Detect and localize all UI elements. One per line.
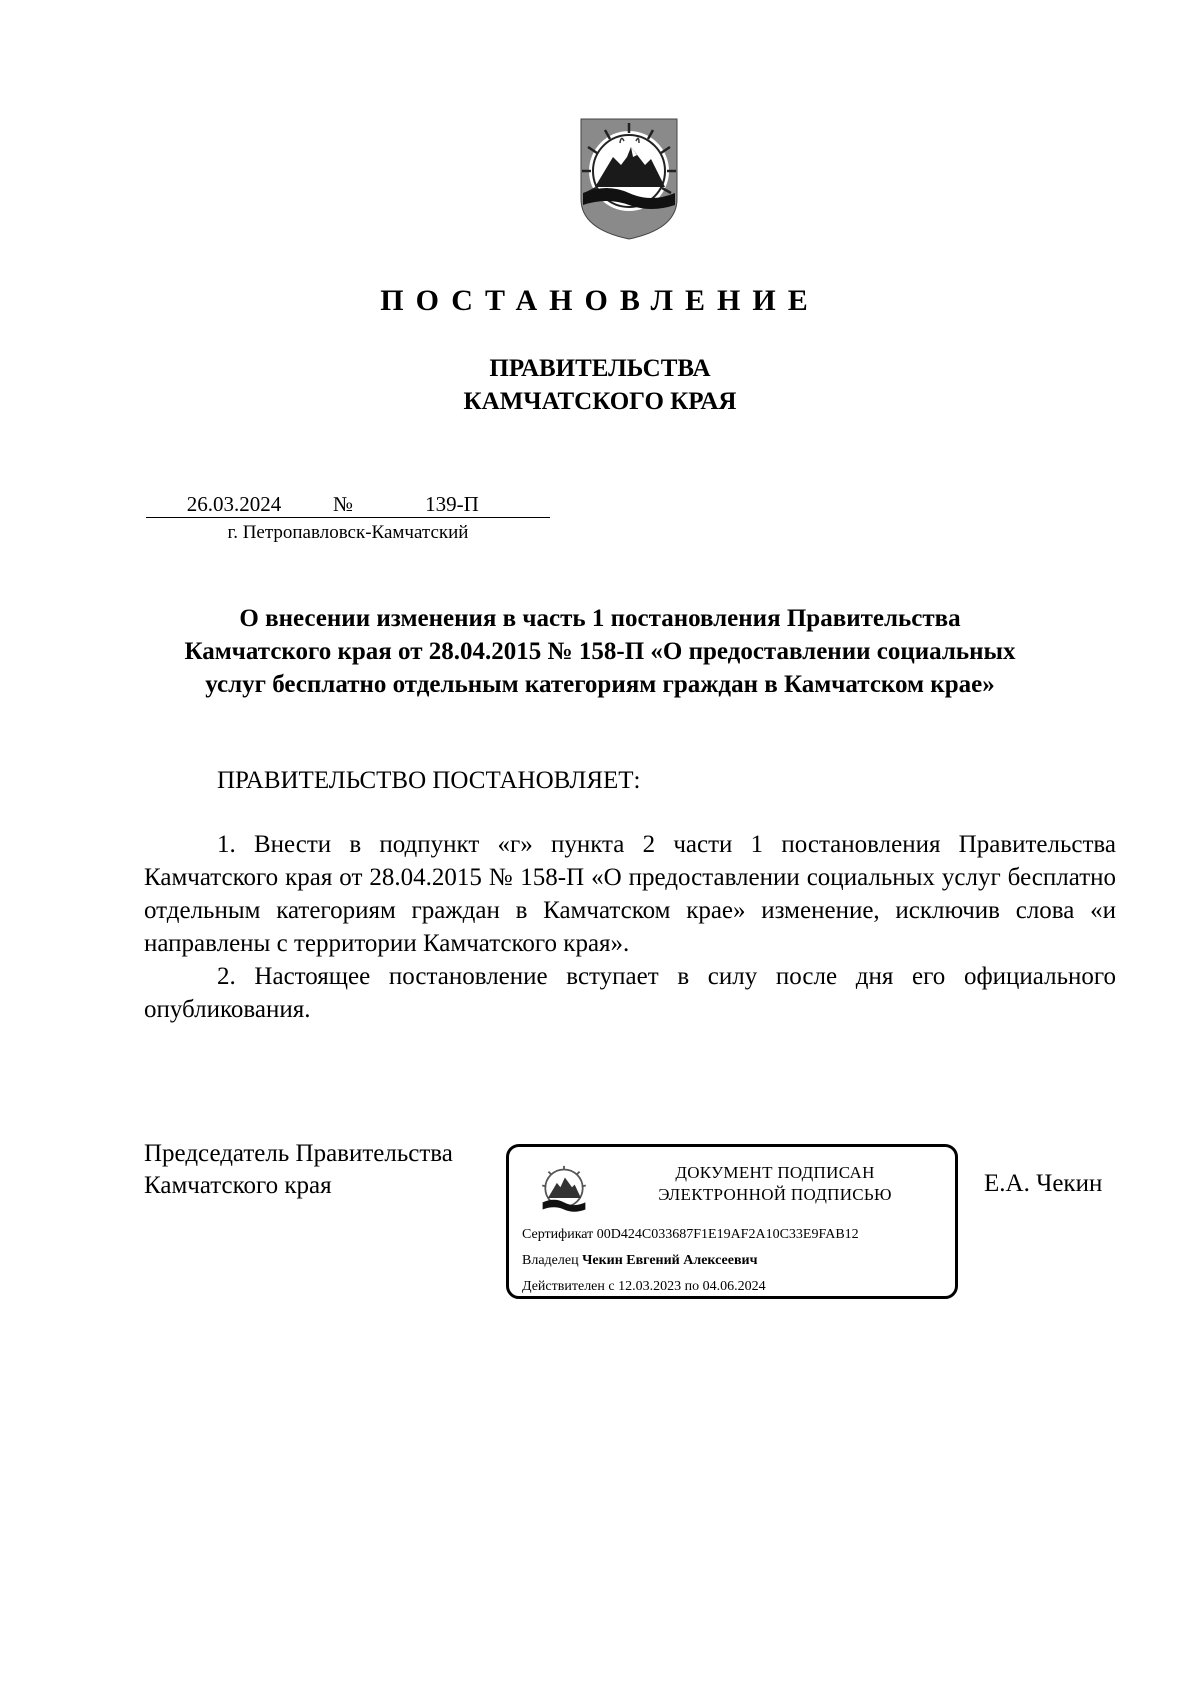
title-line-3: услуг бесплатно отдельным категориям граждан в Камчатском крае»	[205, 671, 995, 698]
issuing-authority	[0, 352, 1200, 418]
stamp-certificate	[522, 1227, 859, 1243]
owner-label: Владелец	[522, 1253, 579, 1268]
stamp-heading-line-1: ДОКУМЕНТ ПОДПИСАН	[675, 1163, 875, 1182]
valid-label: Действителен	[522, 1279, 605, 1294]
valid-to: 04.06.2024	[702, 1279, 766, 1294]
position-line-2: Камчатского края	[144, 1172, 332, 1199]
registration-underline	[146, 517, 550, 518]
owner-value: Чекин Евгений Алексеевич	[582, 1253, 758, 1268]
resolves-clause: ПРАВИТЕЛЬСТВО ПОСТАНОВЛЯЕТ:	[217, 767, 641, 794]
issue-city: г. Петропавловск-Камчатский	[227, 522, 469, 543]
registration-date: 26.03.2024	[186, 492, 282, 516]
document-type-heading: ПОСТАНОВЛЕНИЕ	[380, 284, 820, 317]
authority-line-2: КАМЧАТСКОГО КРАЯ	[463, 388, 737, 415]
signatory-position	[144, 1138, 453, 1202]
stamp-emblem-icon	[538, 1165, 590, 1222]
certificate-value: 00D424C033687F1E19AF2A10C33E9FAB12	[596, 1227, 859, 1242]
title-line-1: О внесении изменения в часть 1 постановления Правительства	[239, 605, 961, 632]
number-sign: №	[333, 492, 354, 516]
stamp-heading	[610, 1162, 940, 1206]
valid-from: 12.03.2023	[618, 1279, 682, 1294]
stamp-owner	[522, 1253, 757, 1269]
stamp-heading-line-2: ЭЛЕКТРОННОЙ ПОДПИСЬЮ	[658, 1185, 892, 1204]
coat-of-arms-icon	[577, 113, 681, 241]
body-paragraph-1: 1. Внести в подпункт «г» пункта 2 части 1 постановления Правительства Камчатского края от 28.04.2015 № 158-П «О предоставлении социальных услуг бесплатно отдельным категориям граждан в Камчатском крае» изменение, исключив слова «и направлены с территории Камчатского края».	[144, 831, 1116, 957]
position-line-1: Председатель Правительства	[144, 1140, 453, 1167]
valid-from-label: с	[608, 1279, 615, 1294]
authority-line-1: ПРАВИТЕЛЬСТВА	[489, 355, 711, 382]
registration-number: 139-П	[425, 492, 479, 516]
signer-name: Е.А. Чекин	[984, 1170, 1103, 1197]
title-line-2: Камчатского края от 28.04.2015 № 158-П «О предоставлении социальных	[184, 638, 1016, 665]
document-body	[144, 828, 1116, 1026]
body-paragraph-2: 2. Настоящее постановление вступает в силу после дня его официального опубликования.	[144, 963, 1116, 1023]
certificate-label: Сертификат	[522, 1227, 594, 1242]
valid-to-label: по	[684, 1279, 700, 1294]
stamp-validity	[522, 1279, 766, 1295]
document-title	[150, 602, 1050, 701]
